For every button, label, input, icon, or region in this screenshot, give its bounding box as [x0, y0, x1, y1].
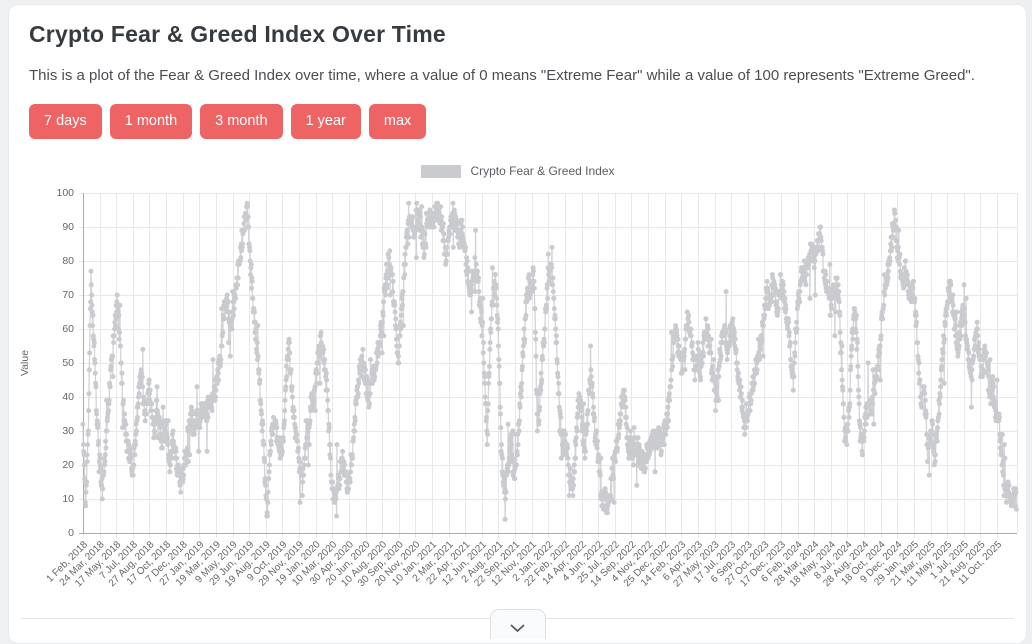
- chart-description: This is a plot of the Fear & Greed Index over time, where a value of 0 means "Extreme Fear" while a value of 100 represents "Extreme Greed".: [29, 67, 975, 84]
- fear-greed-chart-canvas[interactable]: [11, 161, 1025, 613]
- fear-greed-card: [8, 4, 1027, 644]
- chart-container: [11, 161, 1025, 613]
- range-button-1-month[interactable]: 1 month: [110, 104, 192, 139]
- chevron-down-icon: [510, 624, 525, 633]
- range-button-3-month[interactable]: 3 month: [200, 104, 282, 139]
- range-button-max[interactable]: max: [369, 104, 426, 139]
- page-title: Crypto Fear & Greed Index Over Time: [29, 21, 446, 47]
- range-button-row: [29, 104, 426, 139]
- range-button-1-year[interactable]: 1 year: [291, 104, 361, 139]
- collapse-chart-button[interactable]: [490, 609, 546, 639]
- range-button-7-days[interactable]: 7 days: [29, 104, 102, 139]
